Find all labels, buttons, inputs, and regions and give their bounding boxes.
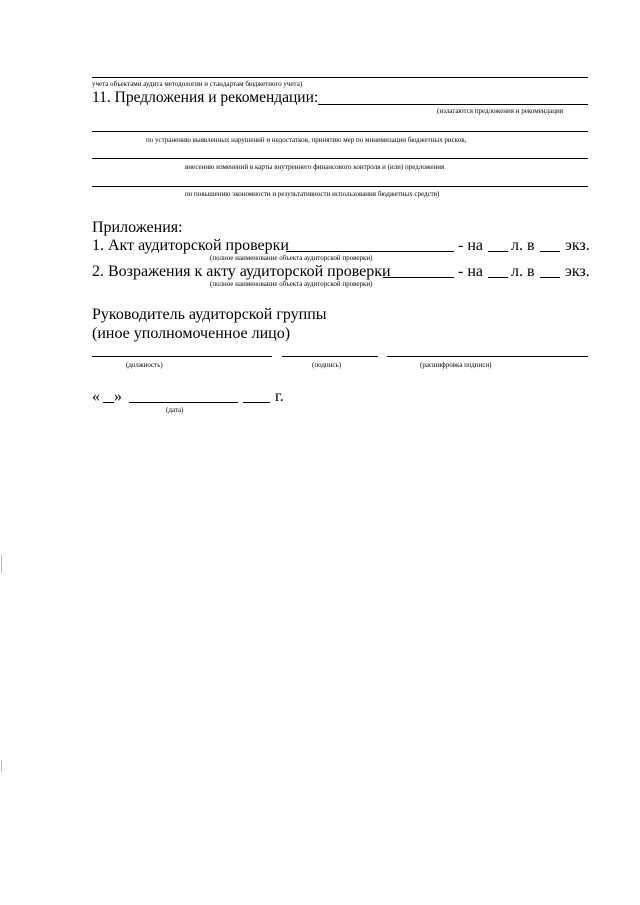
signature-title-line-2: (иное уполномоченное лицо) — [92, 325, 291, 342]
appendix-item-1-copies: экз. — [565, 237, 590, 254]
section-11-caption-2: по устранению выявленных нарушений и недостатков, принятию мер по минимизации бюджетных рисков, — [146, 136, 467, 144]
date-quote-close: » — [114, 388, 122, 405]
fill-line — [540, 277, 560, 278]
appendix-item-2-copies: экз. — [565, 263, 590, 280]
position-line — [92, 356, 272, 357]
appendix-item-2-dash-na: - на — [458, 263, 483, 280]
fill-line — [92, 77, 588, 78]
scan-mark — [1, 760, 2, 772]
scan-mark — [1, 555, 2, 573]
fill-line — [92, 158, 588, 159]
fill-line — [92, 186, 588, 187]
fill-line — [488, 251, 508, 252]
decoding-caption: (расшифровка подписи) — [420, 361, 492, 369]
fill-line — [286, 251, 454, 252]
appendix-item-1-label: 1. Акт аудиторской проверки — [92, 237, 289, 254]
appendix-item-2-sheets: л. в — [511, 263, 535, 280]
appendix-item-2-caption: (полное наименование объекта аудиторской проверки) — [210, 280, 373, 288]
appendix-item-1-caption: (полное наименование объекта аудиторской проверки) — [210, 254, 373, 262]
fill-line — [488, 277, 508, 278]
fill-line — [540, 251, 560, 252]
day-line — [103, 402, 114, 403]
appendix-item-1-sheets: л. в — [511, 237, 535, 254]
position-caption: (должность) — [126, 361, 163, 369]
appendix-item-1-dash-na: - на — [458, 237, 483, 254]
month-line — [129, 402, 238, 403]
section-11-caption-4: по повышению экономности и результативности использования бюджетных средств) — [185, 190, 440, 198]
section-11-caption-1: (излагаются предложения и рекомендации — [437, 107, 564, 115]
decoding-line — [387, 356, 588, 357]
top-caption: учета объектами аудита методологии и стандартам бюджетного учета) — [92, 80, 303, 88]
appendix-item-2-label: 2. Возражения к акту аудиторской проверки — [92, 263, 391, 280]
appendix-title: Приложения: — [92, 219, 183, 236]
section-11-caption-3: внесению изменений в карты внутреннего финансового контроля и (или) предложения — [185, 163, 445, 171]
fill-line — [383, 277, 454, 278]
year-line — [243, 402, 270, 403]
fill-line — [92, 131, 588, 132]
signature-line — [282, 356, 378, 357]
section-11-title: 11. Предложения и рекомендации: — [92, 89, 319, 106]
fill-line — [318, 104, 588, 105]
date-caption: (дата) — [166, 406, 184, 414]
signature-caption: (подпись) — [312, 361, 342, 369]
date-quote-open: « — [92, 388, 100, 405]
signature-title-line-1: Руководитель аудиторской группы — [92, 306, 327, 323]
year-suffix: г. — [275, 388, 284, 405]
